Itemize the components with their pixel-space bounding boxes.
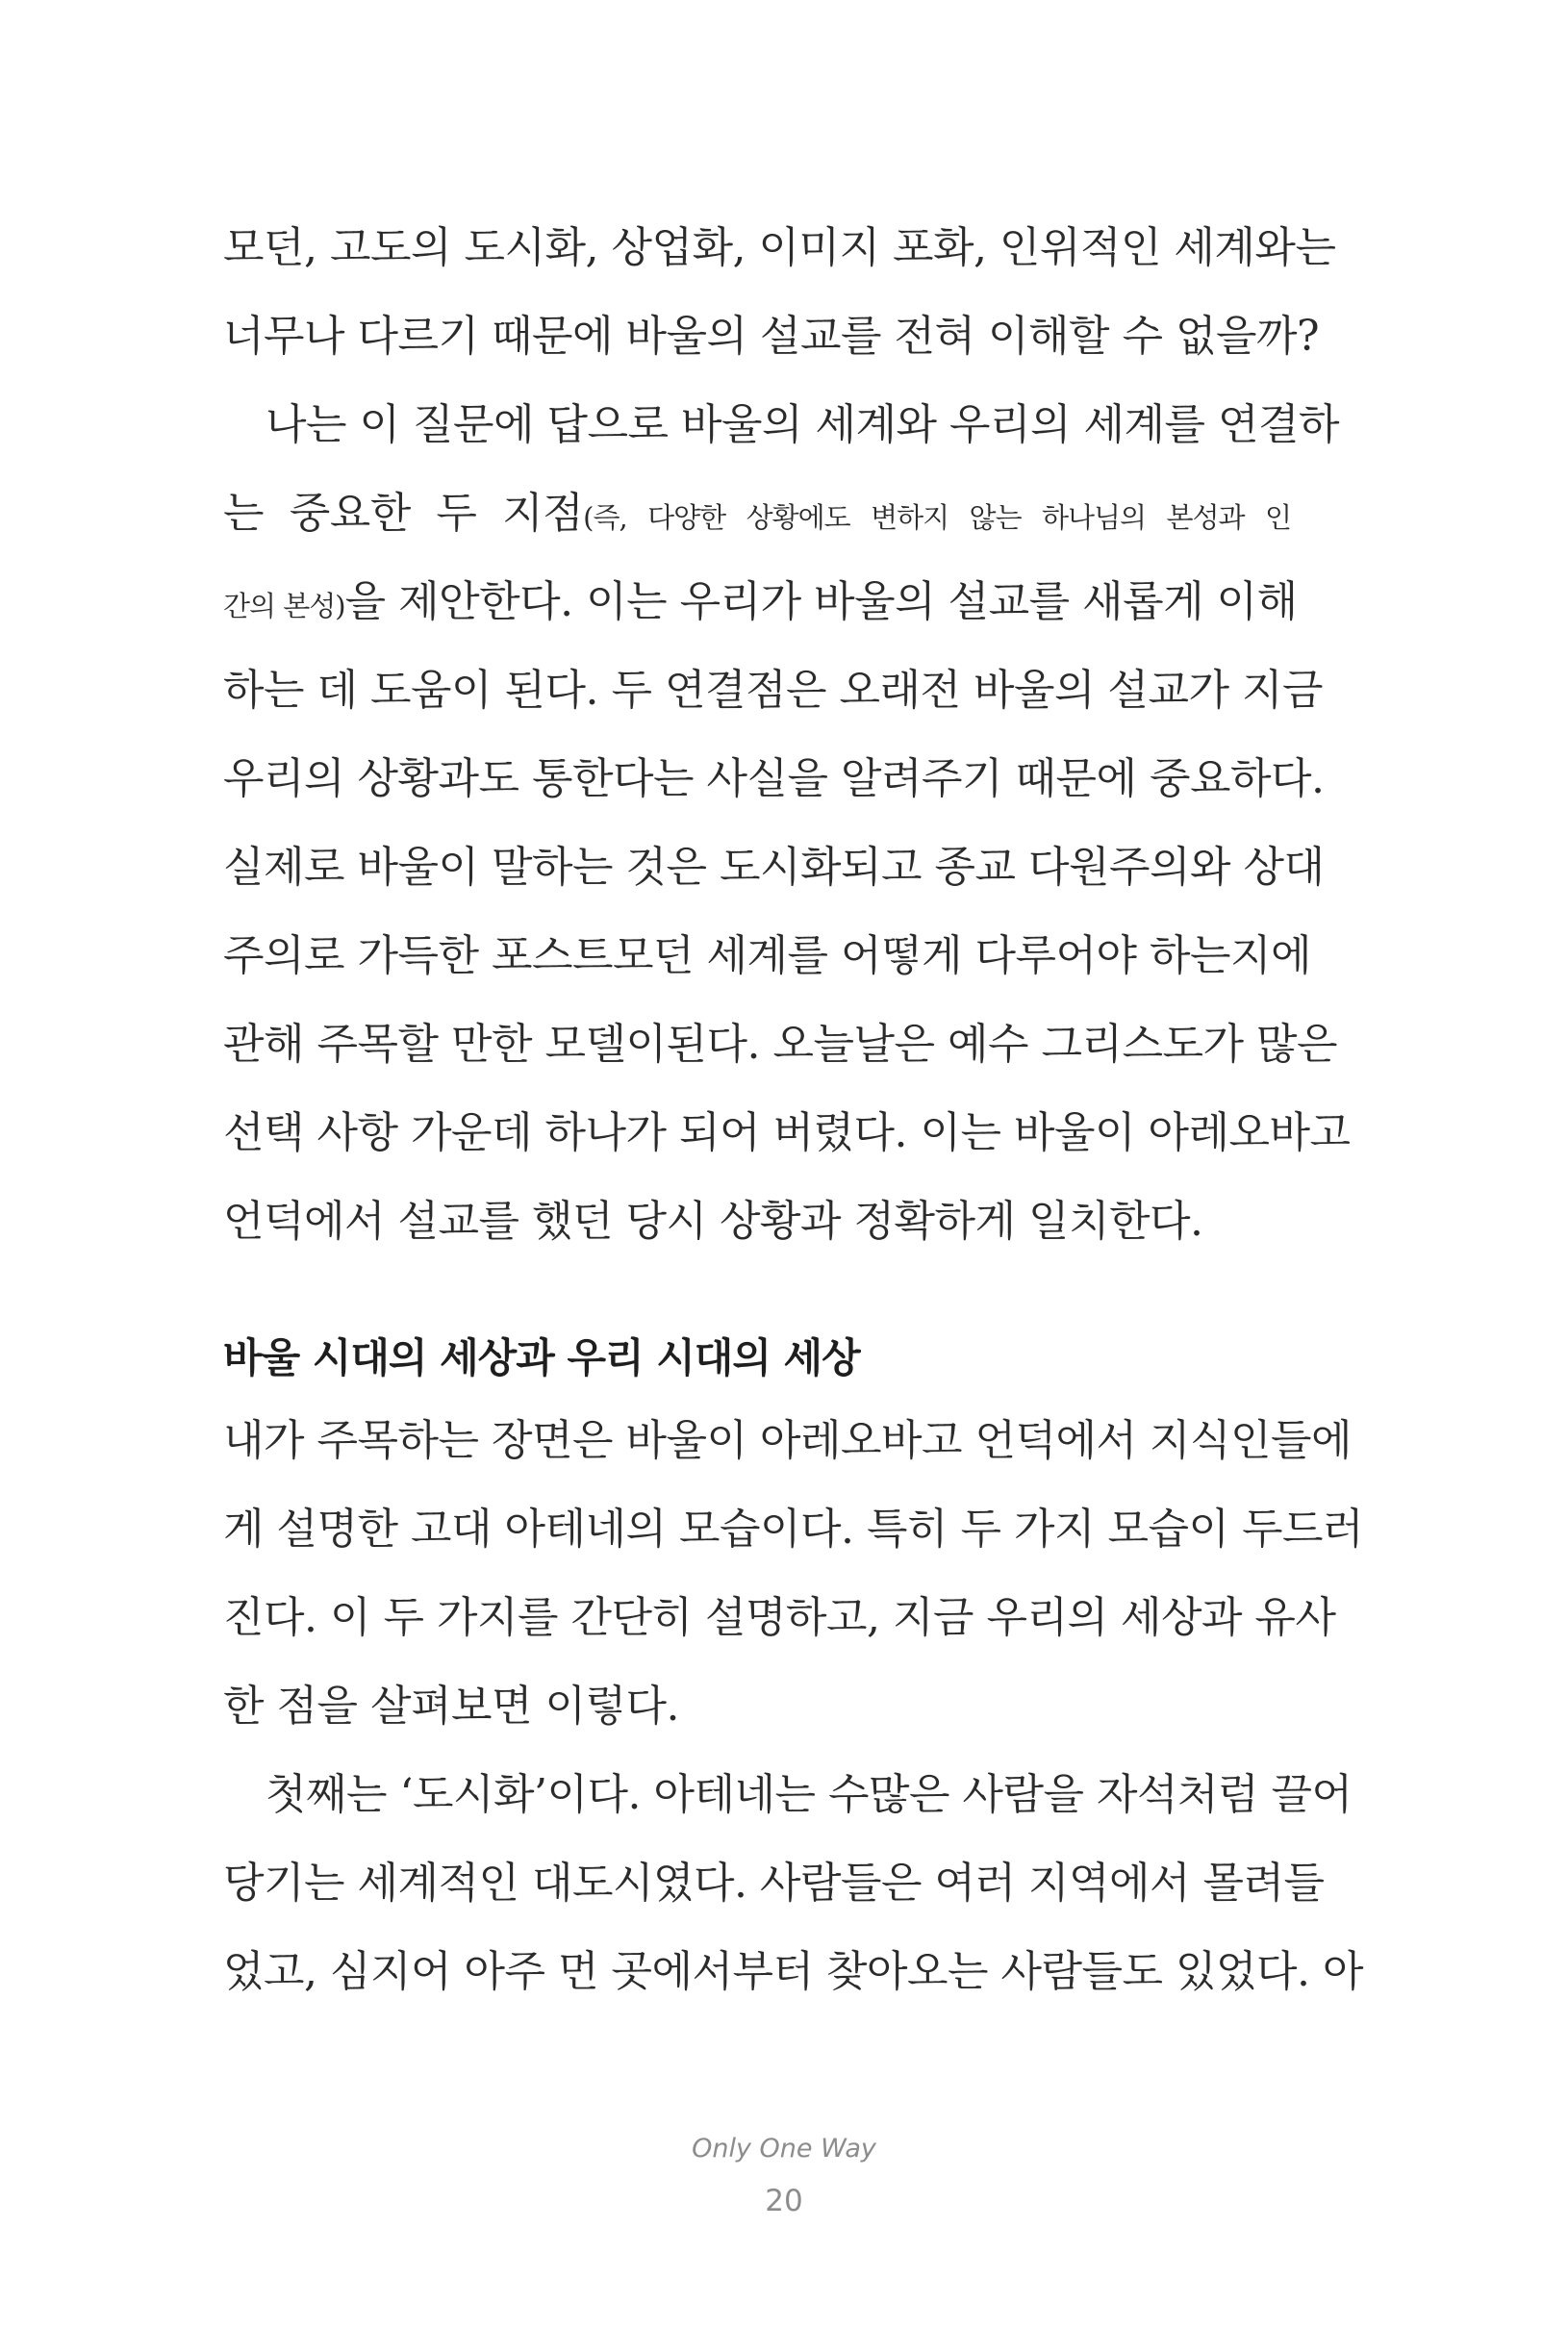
text-run-small: 간의 본성) xyxy=(223,590,345,622)
text-line: 었고, 심지어 아주 먼 곳에서부터 찾아오는 사람들도 있었다. 아 xyxy=(223,1947,1363,1996)
text-line: 나는 이 질문에 답으로 바울의 세계와 우리의 세계를 연결하 xyxy=(266,400,1339,449)
text-line: 진다. 이 두 가지를 간단히 설명하고, 지금 우리의 세상과 유사 xyxy=(223,1593,1336,1642)
text-line-mixed xyxy=(223,485,1291,543)
page-number: 20 xyxy=(765,2184,803,2218)
text-line: 한 점을 살펴보면 이렇다. xyxy=(223,1682,679,1731)
text-line: 너무나 다르기 때문에 바울의 설교를 전혀 이해할 수 없을까? xyxy=(223,312,1320,361)
text-line: 관해 주목할 만한 모델이된다. 오늘날은 예수 그리스도가 많은 xyxy=(223,1020,1337,1069)
text-line: 첫째는 ‘도시화’이다. 아테네는 수많은 사람을 자석처럼 끌어 xyxy=(266,1770,1353,1819)
text-line: 모던, 고도의 도시화, 상업화, 이미지 포화, 인위적인 세계와는 xyxy=(223,223,1336,272)
text-line-mixed xyxy=(223,573,1298,631)
section-heading: 바울 시대의 세상과 우리 시대의 세상 xyxy=(223,1334,860,1381)
text-line: 실제로 바울이 말하는 것은 도시화되고 종교 다원주의와 상대 xyxy=(223,843,1325,892)
text-run-small: (즉, 다양한 상황에도 변하지 않는 하나님의 본성과 인 xyxy=(583,501,1291,534)
text-line: 하는 데 도움이 된다. 두 연결점은 오래전 바울의 설교가 지금 xyxy=(223,666,1323,715)
text-run: 을 제안한다. 이는 우리가 바울의 설교를 새롭게 이해 xyxy=(344,577,1298,626)
text-run: 는 중요한 두 지점 xyxy=(223,489,584,538)
text-line: 당기는 세계적인 대도시였다. 사람들은 여러 지역에서 몰려들 xyxy=(223,1859,1325,1908)
text-line: 선택 사항 가운데 하나가 되어 버렸다. 이는 바울이 아레오바고 xyxy=(223,1108,1351,1157)
running-footer-title: Only One Way xyxy=(692,2134,876,2164)
text-line: 게 설명한 고대 아테네의 모습이다. 특히 두 가지 모습이 두드러 xyxy=(223,1505,1363,1554)
text-line: 내가 주목하는 장면은 바울이 아레오바고 언덕에서 지식인들에 xyxy=(223,1416,1353,1465)
text-line: 언덕에서 설교를 했던 당시 상황과 정확하게 일치한다. xyxy=(223,1197,1203,1246)
text-line: 우리의 상황과도 통한다는 사실을 알려주기 때문에 중요하다. xyxy=(223,754,1325,803)
text-line: 주의로 가득한 포스트모던 세계를 어떻게 다루어야 하는지에 xyxy=(223,931,1312,980)
